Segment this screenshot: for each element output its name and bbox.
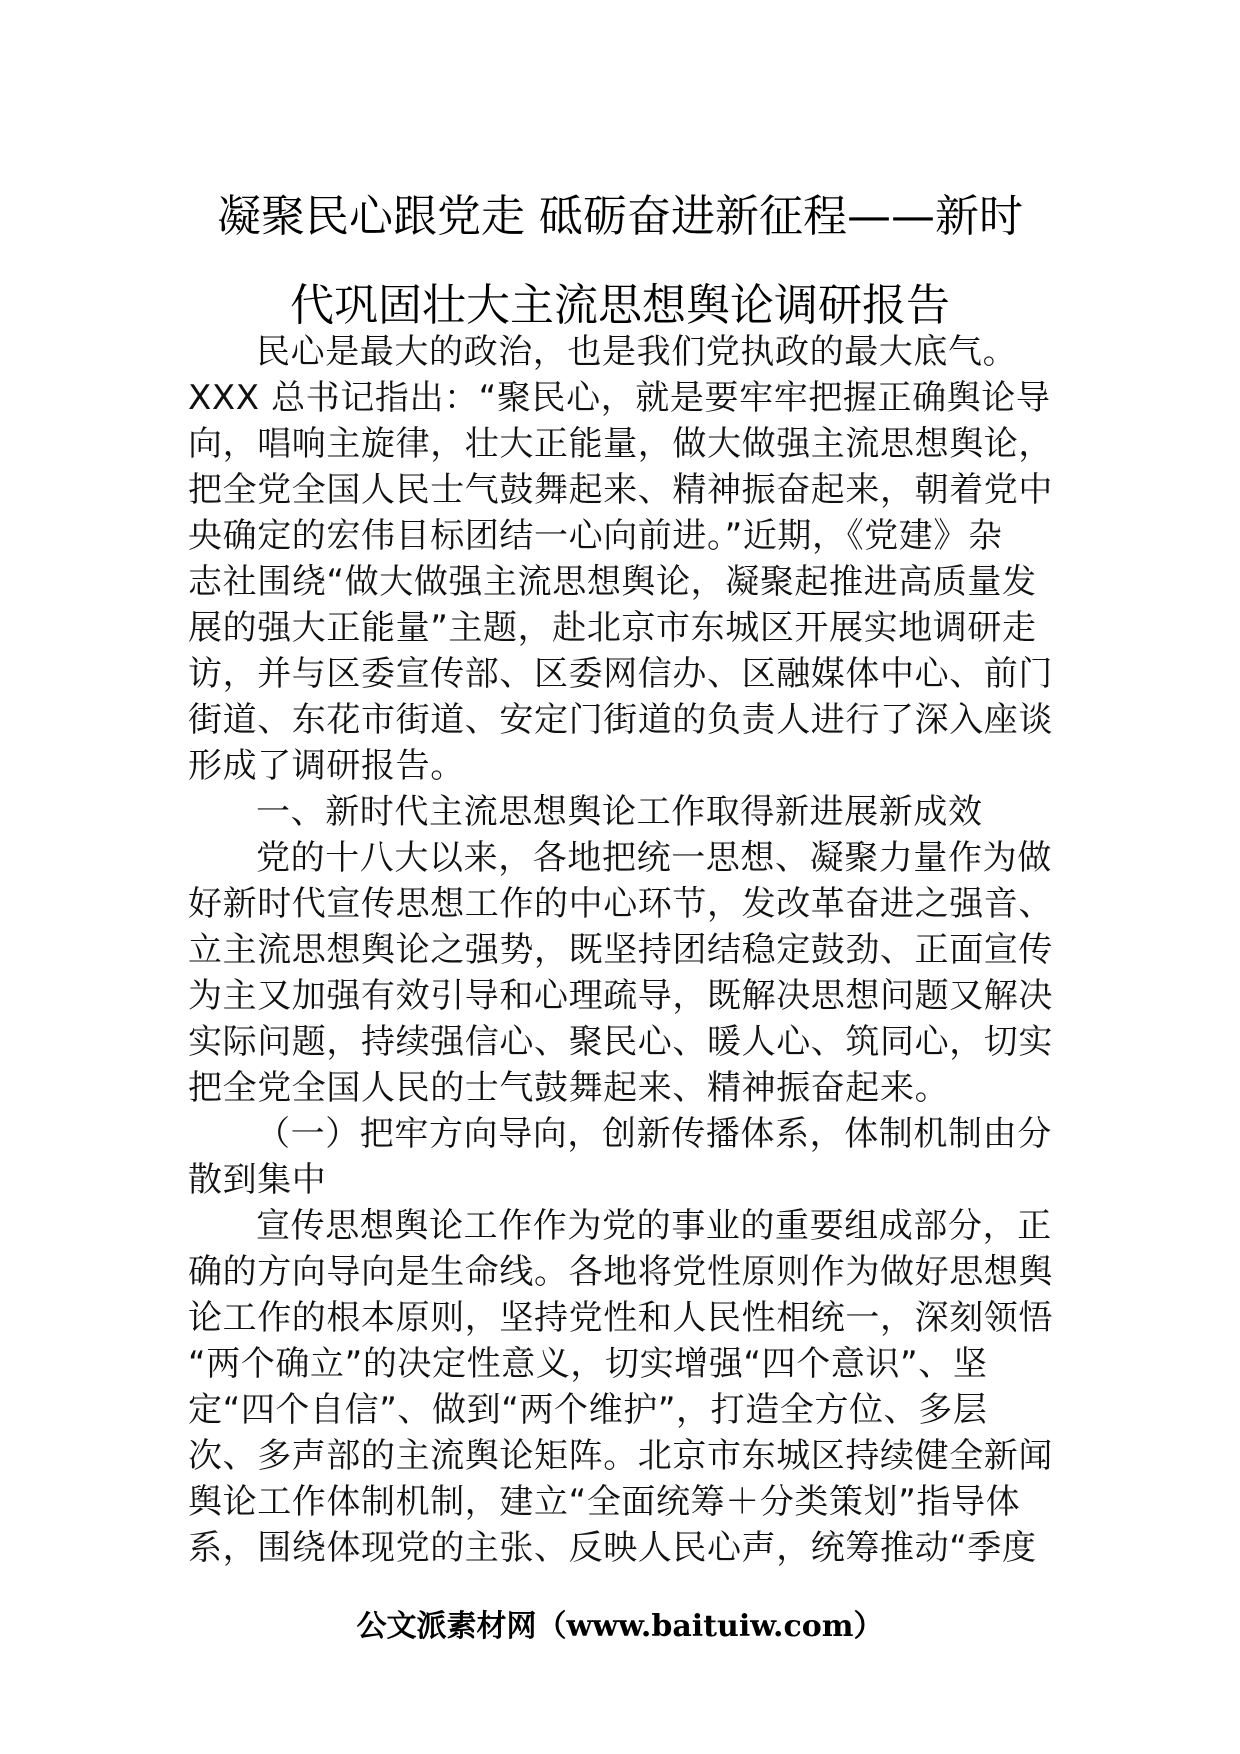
paragraph-line: 把全党全国人民士气鼓舞起来、精神振奋起来，朝着党中 [188, 470, 1053, 510]
paragraph-line: XXX 总书记指出：“聚民心，就是要牢牢把握正确舆论导 [188, 378, 1051, 418]
paragraph-line: 把全党全国人民的士气鼓舞起来、精神振奋起来。 [188, 1068, 950, 1108]
paragraph-line: 形成了调研报告。 [188, 746, 465, 786]
paragraph-line: 向，唱响主旋律，壮大正能量，做大做强主流思想舆论， [188, 424, 1053, 464]
paragraph-line: 党的十八大以来，各地把统一思想、凝聚力量作为做 [256, 838, 1052, 878]
paragraph-line: 舆论工作体制机制，建立“全面统筹＋分类策划”指导体 [188, 1482, 1021, 1522]
subsection-heading: （一）把牢方向导向，创新传播体系，体制机制由分 [256, 1114, 1052, 1154]
paragraph-line: 定“四个自信”、做到“两个维护”，打造全方位、多层 [188, 1390, 988, 1430]
paragraph-line: 为主又加强有效引导和心理疏导，既解决思想问题又解决 [188, 976, 1053, 1016]
paragraph-line: 民心是最大的政治，也是我们党执政的最大底气。 [256, 332, 1018, 372]
paragraph-line: “两个确立”的决定性意义，切实增强“四个意识”、坚 [188, 1344, 988, 1384]
paragraph-line: 次、多声部的主流舆论矩阵。北京市东城区持续健全新闻 [188, 1436, 1053, 1476]
paragraph-line: 实际问题，持续强信心、聚民心、暖人心、筑同心，切实 [188, 1022, 1053, 1062]
paragraph-line: 论工作的根本原则，坚持党性和人民性相统一，深刻领悟 [188, 1298, 1053, 1338]
paragraph-line: 好新时代宣传思想工作的中心环节，发改革奋进之强音、 [188, 884, 1053, 924]
subsection-heading-continuation: 散到集中 [188, 1160, 327, 1200]
section-heading: 一、新时代主流思想舆论工作取得新进展新成效 [256, 792, 983, 832]
document-title-line-2: 代巩固壮大主流思想舆论调研报告 [290, 280, 950, 331]
paragraph-line: 立主流思想舆论之强势，既坚持团结稳定鼓劲、正面宣传 [188, 930, 1053, 970]
document-title-line-1: 凝聚民心跟党走 砥砺奋进新征程——新时 [217, 191, 1023, 242]
paragraph-line: 志社围绕“做大做强主流思想舆论，凝聚起推进高质量发 [188, 562, 1037, 602]
footer-watermark: 公文派素材网（www.baituiw.com） [356, 1609, 884, 1644]
paragraph-line: 宣传思想舆论工作作为党的事业的重要组成部分，正 [256, 1206, 1052, 1246]
paragraph-line: 确的方向导向是生命线。各地将党性原则作为做好思想舆 [188, 1252, 1053, 1292]
paragraph-line: 街道、东花市街道、安定门街道的负责人进行了深入座谈 [188, 700, 1053, 740]
paragraph-line: 央确定的宏伟目标团结一心向前进。”近期，《党建》杂 [188, 516, 1003, 556]
paragraph-line: 系，围绕体现党的主张、反映人民心声，统筹推动“季度 [188, 1528, 1037, 1568]
paragraph-line: 展的强大正能量”主题，赴北京市东城区开展实地调研走 [188, 608, 1037, 648]
paragraph-line: 访，并与区委宣传部、区委网信办、区融媒体中心、前门 [188, 654, 1053, 694]
